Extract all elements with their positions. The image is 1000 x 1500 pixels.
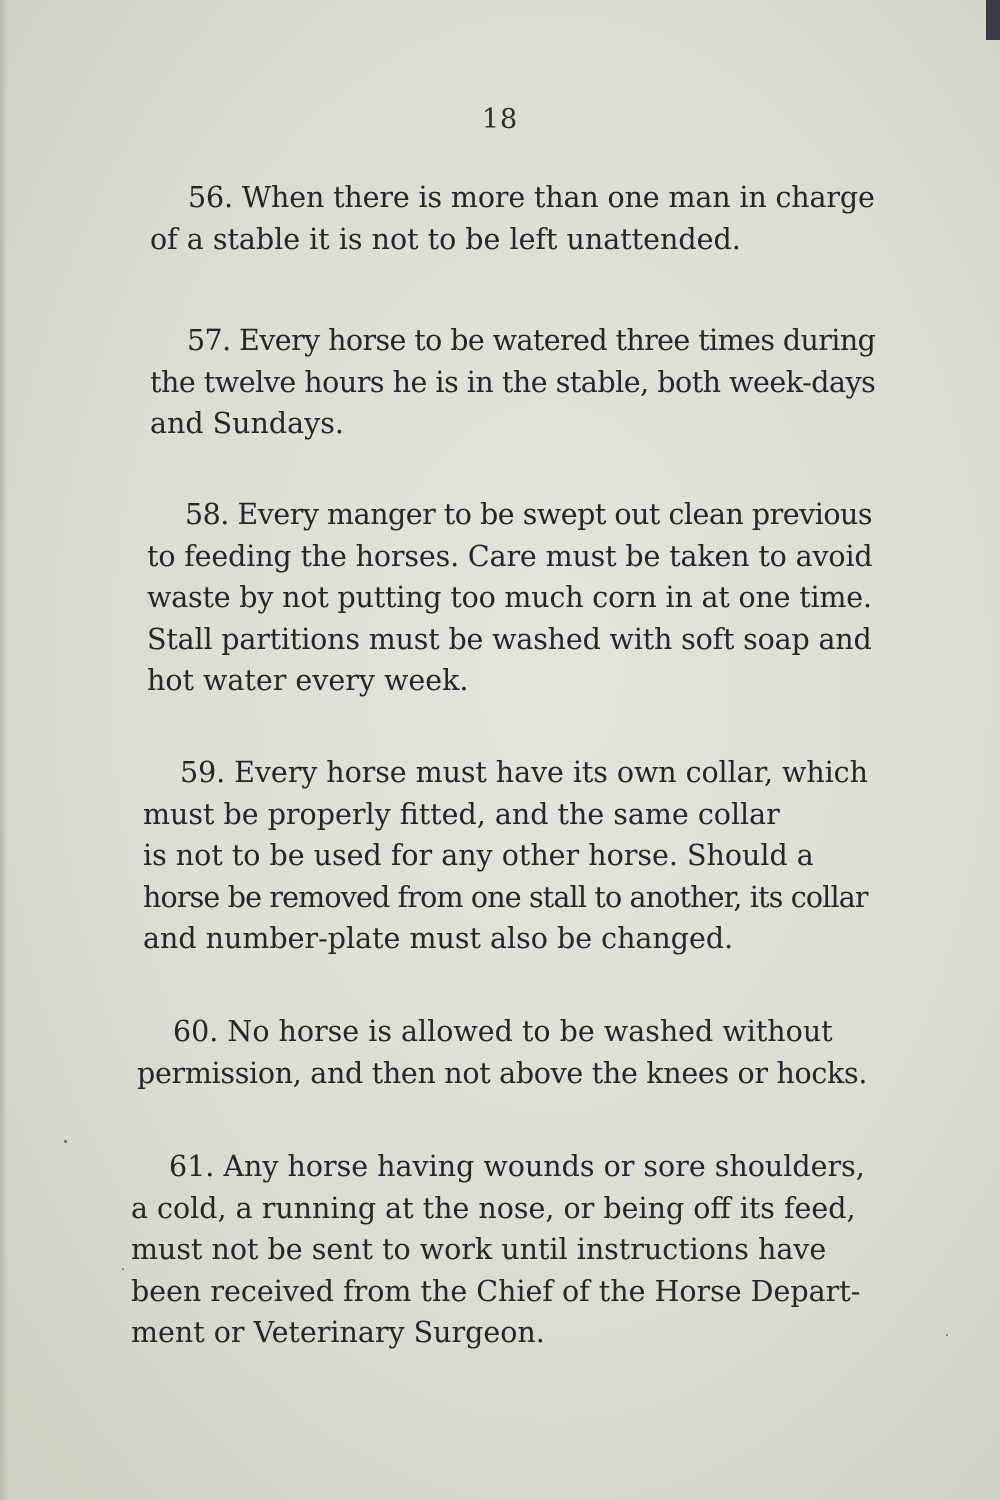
- rule-paragraph-60: [137, 1011, 867, 1094]
- paragraph-line: must be properly fitted, and the same collar: [143, 797, 780, 831]
- paragraph-line: 61. Any horse having wounds or sore shoulders,: [169, 1150, 865, 1183]
- paragraph-line: waste by not putting too much corn in at one time.: [147, 581, 872, 614]
- paragraph-line: 59. Every horse must have its own collar, which: [180, 756, 868, 789]
- paragraph-line: 56. When there is more than one man in charge: [188, 181, 875, 214]
- paper-speck: [64, 1140, 67, 1143]
- page-number: 18: [481, 104, 519, 135]
- paragraph-line: of a stable it is not to be left unattended.: [150, 222, 741, 256]
- paragraph-line: horse be removed from one stall to another, its collar: [143, 880, 868, 914]
- rule-paragraph-57: [150, 320, 875, 445]
- paragraph-line: 58. Every manger to be swept out clean previous: [185, 498, 873, 531]
- rule-paragraph-59: [143, 752, 868, 960]
- book-cover-corner: [986, 0, 1000, 40]
- paper-speck: [122, 1268, 124, 1270]
- paragraph-line: to feeding the horses. Care must be taken to avoid: [147, 539, 873, 573]
- paragraph-line: a cold, a running at the nose, or being off its feed,: [131, 1191, 856, 1225]
- paragraph-line: been received from the Chief of the Horse Depart-: [131, 1274, 861, 1308]
- paper-speck: [946, 1334, 948, 1336]
- page-edge-shadow: [0, 0, 8, 1500]
- paragraph-line: must not be sent to work until instructions have: [131, 1233, 827, 1266]
- rule-paragraph-58: [147, 494, 872, 702]
- paragraph-line: 60. No horse is allowed to be washed without: [173, 1015, 833, 1048]
- paragraph-line: and number-plate must also be changed.: [143, 922, 734, 955]
- paragraph-line: Stall partitions must be washed with soft soap and: [147, 622, 872, 656]
- paragraph-line: the twelve hours he is in the stable, both week-days: [150, 365, 876, 399]
- paragraph-line: hot water every week.: [147, 664, 469, 697]
- paragraph-line: and Sundays.: [150, 407, 344, 440]
- rule-paragraph-61: [131, 1146, 866, 1354]
- paragraph-line: is not to be used for any other horse. Should a: [143, 839, 814, 872]
- rule-paragraph-56: [150, 177, 875, 260]
- paragraph-line: 57. Every horse to be watered three times during: [187, 324, 876, 357]
- paragraph-line: permission, and then not above the knees or hocks.: [137, 1056, 868, 1090]
- paragraph-line: ment or Veterinary Surgeon.: [131, 1316, 545, 1349]
